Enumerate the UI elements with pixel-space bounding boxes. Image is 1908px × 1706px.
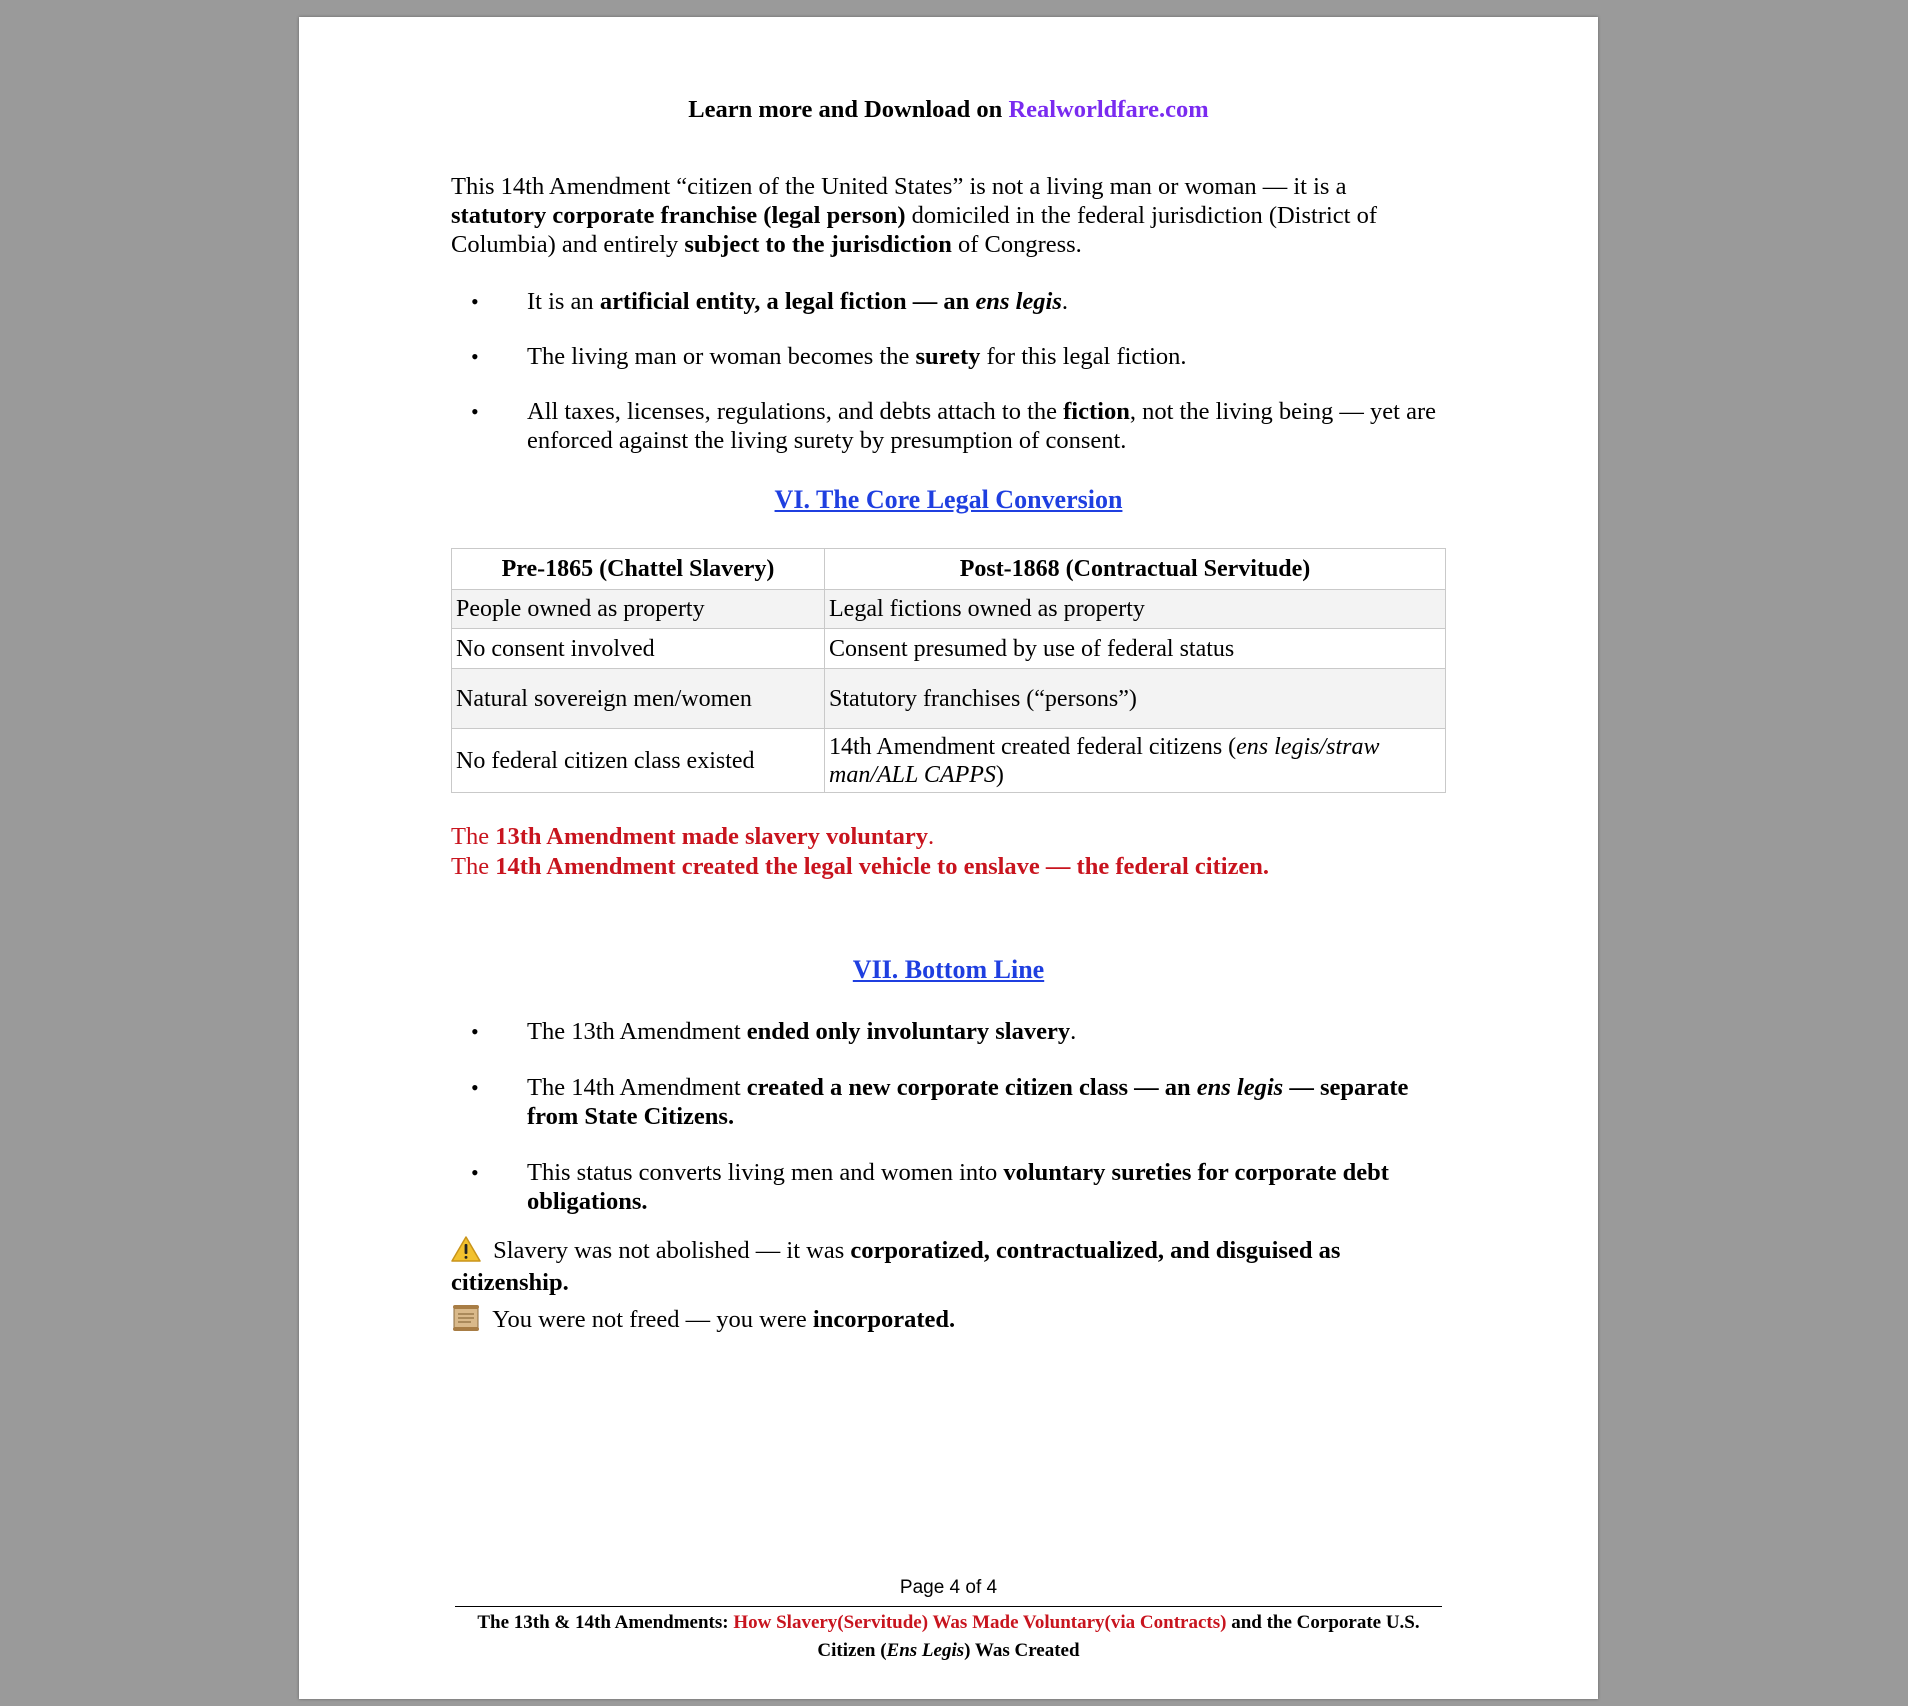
footer-text: and the Corporate U.S. Citizen ( [817,1612,1420,1661]
red-bold: 13th Amendment made slavery voluntary [495,823,929,850]
bullet-dot: • [471,399,479,424]
red-line-2 [451,852,1446,882]
footer-divider [455,1606,1442,1607]
bullet-text: . [1070,1018,1077,1045]
section-title-vi[interactable]: VI. The Core Legal Conversion [774,485,1123,514]
table-cell [825,729,1446,793]
closing-bold: corporatized, contractualized, and disguised as citizenship. [451,1237,1341,1296]
table-cell: Statutory franchises (“persons”) [825,669,1446,729]
intro-text-2: domiciled in the federal jurisdiction (District of Columbia) and entirely [451,202,1378,258]
table-header-cell: Pre-1865 (Chattel Slavery) [452,549,825,590]
table-header-cell: Post-1868 (Contractual Servitude) [825,549,1446,590]
list-item [451,1073,1446,1131]
table-cell: Consent presumed by use of federal status [825,629,1446,669]
bullet-text: The 14th Amendment [527,1074,747,1101]
table-row [452,590,1446,629]
bullet-bold: fiction [1063,398,1130,425]
list-item [451,342,1446,371]
cell-text: 14th Amendment created federal citizens ( [829,733,1237,760]
closing-statement [451,1235,1446,1336]
table-cell: Legal fictions owned as property [825,590,1446,629]
list-item [451,397,1446,455]
cell-italic: ens legis/straw man/ALL CAPPS [829,733,1380,788]
bullet-text: . [1061,288,1068,315]
closing-text: Slavery was not abolished — it was [487,1237,851,1264]
red-text: The [451,823,496,850]
intro-bold-2: subject to the jurisdiction [684,231,952,258]
red-text: The [451,853,496,880]
red-line-1 [451,822,1446,852]
closing-line-2 [451,1303,1446,1336]
bullet-list-1 [451,287,1446,455]
bullet-text: The living man or woman becomes the [527,343,916,370]
table-row [452,729,1446,793]
footer-text: ) Was Created [964,1640,1080,1661]
intro-text-3: of Congress. [951,231,1082,258]
footer-text: The 13th & 14th Amendments: [477,1612,734,1633]
bullet-text: The 13th Amendment [527,1018,747,1045]
bullet-text: All taxes, licenses, regulations, and debts attach to the [527,398,1064,425]
scroll-icon [451,1303,481,1333]
table-header-row [452,549,1446,590]
bullet-bold: ended only involuntary slavery [746,1018,1071,1045]
bullet-bold: — separate from State Citizens. [527,1074,1409,1130]
bullet-bold: surety [915,343,981,370]
bullet-text: This status converts living men and women into [527,1159,1004,1186]
table-cell: No federal citizen class existed [452,729,825,793]
bullet-italic: ens legis [975,288,1062,315]
bullet-bold: artificial entity, a legal fiction — an [599,288,976,315]
closing-bold: incorporated. [812,1306,956,1333]
bullet-bold: created a new corporate citizen class — an [746,1074,1197,1101]
closing-text: You were not freed — you were [487,1306,813,1333]
cell-text: ) [995,761,1004,788]
table-row [452,629,1446,669]
bullet-dot: • [471,289,479,314]
red-statement [451,822,1446,882]
footer-title [455,1609,1442,1665]
footer-italic: Ens Legis [886,1640,965,1661]
list-item [451,1017,1446,1046]
warning-icon [451,1236,481,1262]
conversion-table [451,548,1446,793]
table-cell: No consent involved [452,629,825,669]
bullet-text: , not the living being — yet are enforced against the living surety by presumption of consent. [527,398,1437,454]
bullet-dot: • [471,1075,479,1100]
bullet-list-2 [451,1017,1446,1216]
intro-text-1: This 14th Amendment “citizen of the United States” is not a living man or woman — it is a [451,173,1347,200]
table-row [452,669,1446,729]
bullet-dot: • [471,1019,479,1044]
red-bold: 14th Amendment created the legal vehicle to enslave — the federal citizen. [495,853,1270,880]
intro-bold-1: statutory corporate franchise (legal person) [451,202,906,229]
red-text: . [928,823,935,850]
bullet-italic: ens legis [1196,1074,1284,1101]
section-title-vii[interactable]: VII. Bottom Line [852,955,1045,984]
intro-paragraph [451,172,1446,259]
header-link[interactable]: Realworldfare.com [1008,96,1209,123]
list-item [451,1158,1446,1216]
closing-line-1 [451,1235,1446,1299]
bullet-text: It is an [527,288,600,315]
bullet-dot: • [471,344,479,369]
footer-red-text: How Slavery(Servitude) Was Made Voluntary(via Contracts) [733,1612,1227,1633]
table-cell: People owned as property [452,590,825,629]
list-item [451,287,1446,316]
bullet-dot: • [471,1160,479,1185]
header-prefix: Learn more and Download on [688,96,1009,123]
bullet-bold: voluntary sureties for corporate debt obligations. [527,1159,1389,1215]
page-number: Page 4 of 4 [899,1577,998,1598]
header-line [451,95,1446,124]
bullet-text: for this legal fiction. [980,343,1187,370]
table-cell: Natural sovereign men/women [452,669,825,729]
document-page [299,17,1598,1699]
